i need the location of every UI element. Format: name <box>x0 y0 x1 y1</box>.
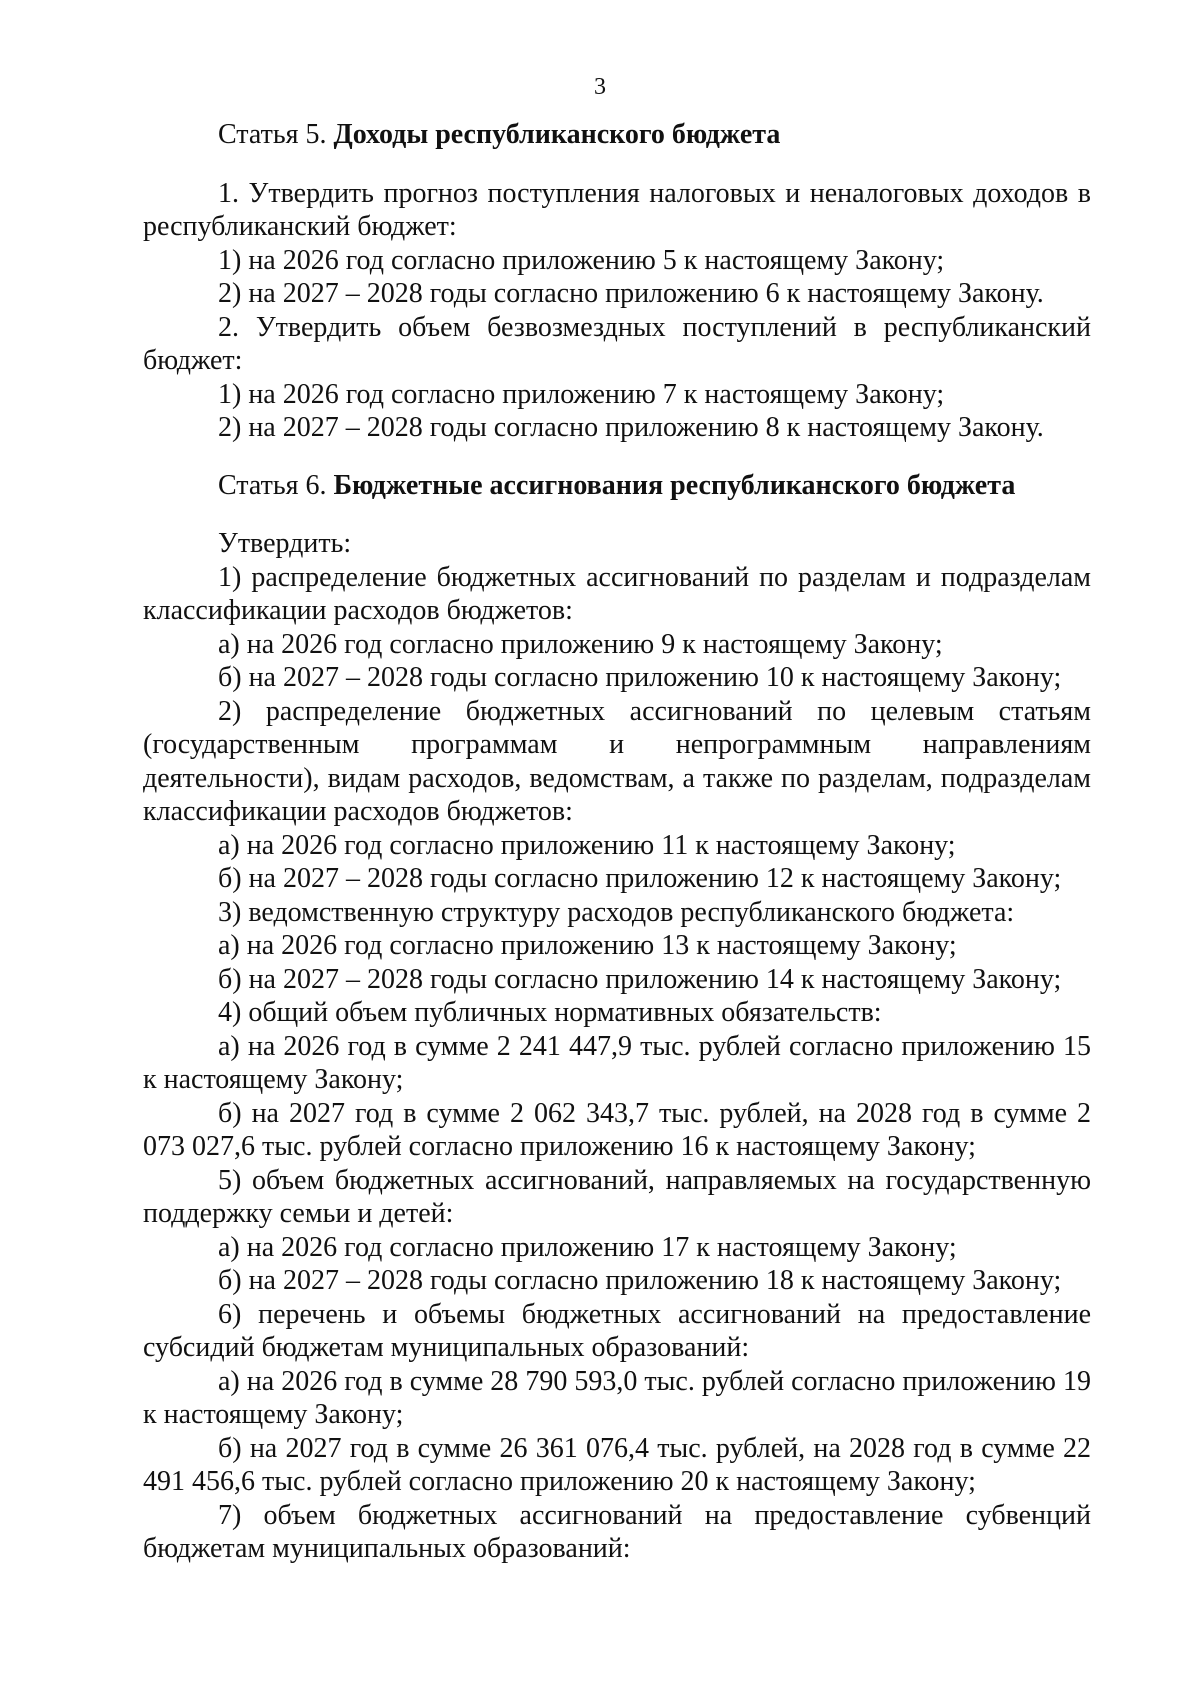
article-6-paragraph: а) на 2026 год согласно приложению 17 к настоящему Закону; <box>218 1231 957 1263</box>
article-6-prefix: Статья 6. <box>218 469 334 501</box>
article-6-paragraph: а) на 2026 год согласно приложению 11 к настоящему Закону; <box>218 829 956 861</box>
article-6-paragraph: б) на 2027 – 2028 годы согласно приложению 12 к настоящему Закону; <box>218 863 1062 894</box>
article-5-paragraph: 1) на 2026 год согласно приложению 5 к настоящему Закону; <box>218 244 945 276</box>
article-6-paragraph: б) на 2027 – 2028 годы согласно приложению 14 к настоящему Закону; <box>218 963 1062 995</box>
article-6-paragraph: б) на 2027 – 2028 годы согласно приложению 10 к настоящему Закону; <box>218 662 1062 693</box>
article-6-paragraph: 7) объем бюджетных ассигнований на предоставление субвенций бюджетам муниципальных образований: <box>143 1499 1091 1564</box>
article-6-heading <box>143 469 1091 503</box>
article-6-paragraph: б) на 2027 год в сумме 26 361 076,4 тыс. рублей, на 2028 год в сумме 22 491 456,6 тыс. рублей согласно приложению 20 к настоящему Закону; <box>143 1432 1091 1497</box>
article-5-title: Доходы республиканского бюджета <box>333 119 781 150</box>
article-6-paragraph: 3) ведомственную структуру расходов республиканского бюджета: <box>218 896 1015 928</box>
article-6-paragraph: а) на 2026 год в сумме 28 790 593,0 тыс. рублей согласно приложению 19 к настоящему Закону; <box>143 1365 1091 1430</box>
article-6-title: Бюджетные ассигнования республиканского бюджета <box>333 469 1016 501</box>
article-6-paragraph: 2) распределение бюджетных ассигнований по целевым статьям (государственным программам и непрограммным направлениям деятельности), видам расходов, ведомствам, а также по разделам, подразделам классификации расходов бюджетов: <box>143 695 1091 827</box>
article-5-heading <box>143 118 1091 152</box>
article-5-paragraph: 1. Утвердить прогноз поступления налоговых и неналоговых доходов в республиканский бюджет: <box>143 177 1091 242</box>
article-6-paragraph: а) на 2026 год согласно приложению 13 к настоящему Закону; <box>218 930 957 961</box>
article-6-paragraph: 1) распределение бюджетных ассигнований по разделам и подразделам классификации расходов бюджетов: <box>143 561 1091 626</box>
article-6-paragraph: б) на 2027 – 2028 годы согласно приложению 18 к настоящему Закону; <box>218 1265 1062 1296</box>
page-number: 3 <box>594 74 606 100</box>
article-5-paragraph: 2. Утвердить объем безвозмездных поступлений в республиканский бюджет: <box>143 311 1091 376</box>
document-body <box>143 118 1091 1566</box>
article-5-paragraph: 2) на 2027 – 2028 годы согласно приложению 8 к настоящему Закону. <box>218 412 1044 443</box>
article-6-paragraph: а) на 2026 год в сумме 2 241 447,9 тыс. рублей согласно приложению 15 к настоящему Закону; <box>143 1030 1091 1095</box>
article-5-paragraph: 1) на 2026 год согласно приложению 7 к настоящему Закону; <box>218 378 945 410</box>
article-5-paragraph: 2) на 2027 – 2028 годы согласно приложению 6 к настоящему Закону. <box>218 278 1044 309</box>
article-6-paragraph: а) на 2026 год согласно приложению 9 к настоящему Закону; <box>218 628 943 660</box>
article-6-paragraph: б) на 2027 год в сумме 2 062 343,7 тыс. рублей, на 2028 год в сумме 2 073 027,6 тыс. рублей согласно приложению 16 к настоящему Закону; <box>143 1097 1091 1162</box>
article-6-paragraph: 6) перечень и объемы бюджетных ассигнований на предоставление субсидий бюджетам муниципальных образований: <box>143 1298 1091 1363</box>
article-6-paragraph: 4) общий объем публичных нормативных обязательств: <box>218 997 882 1028</box>
article-6-paragraph: 5) объем бюджетных ассигнований, направляемых на государственную поддержку семьи и детей: <box>143 1164 1091 1229</box>
article-5-prefix: Статья 5. <box>218 119 334 150</box>
article-6-paragraph: Утвердить: <box>218 528 352 559</box>
